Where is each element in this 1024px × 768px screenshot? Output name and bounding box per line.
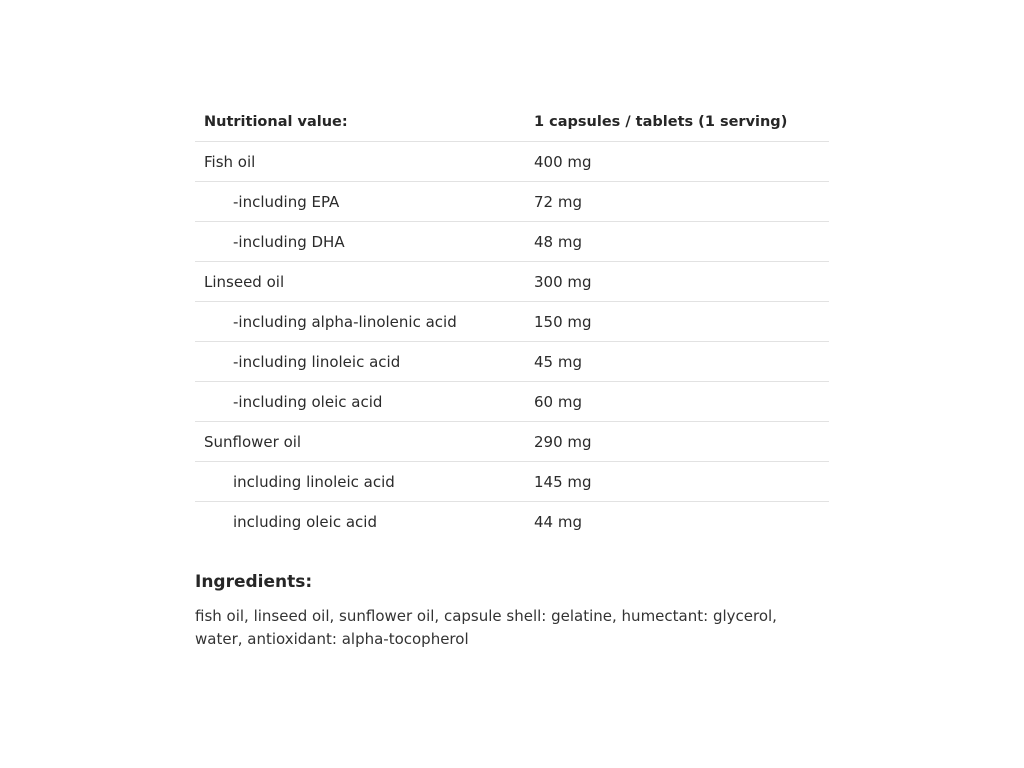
- table-row: [195, 382, 829, 422]
- nutrient-amount: 300 mg: [525, 262, 829, 302]
- nutrient-name: -including linoleic acid: [195, 342, 525, 382]
- header-nutritional-value: Nutritional value:: [195, 102, 525, 142]
- nutrient-name: -including EPA: [195, 182, 525, 222]
- page-content: [195, 102, 829, 651]
- nutrient-name: Fish oil: [195, 142, 525, 182]
- nutrient-name: including oleic acid: [233, 512, 377, 531]
- nutrient-name: including linoleic acid: [195, 462, 525, 502]
- nutrient-amount: 150 mg: [525, 302, 829, 342]
- table-row: [195, 342, 829, 382]
- nutrient-amount: 72 mg: [525, 182, 829, 222]
- nutrient-name: -including DHA: [195, 222, 525, 262]
- ingredients-section: [195, 571, 829, 651]
- table-row: [195, 462, 829, 502]
- table-row: [195, 182, 829, 222]
- nutrition-table: [195, 102, 829, 541]
- table-row: [195, 222, 829, 262]
- nutrient-amount: 48 mg: [525, 222, 829, 262]
- header-serving: 1 capsules / tablets (1 serving): [525, 102, 829, 142]
- ingredients-heading: Ingredients:: [195, 572, 313, 592]
- table-row: [195, 422, 829, 462]
- nutrient-amount: 400 mg: [525, 142, 829, 182]
- nutrient-amount: 60 mg: [525, 382, 829, 422]
- table-row: [195, 502, 829, 542]
- table-row: [195, 262, 829, 302]
- nutrient-amount: 44 mg: [534, 512, 582, 531]
- nutrient-amount: 290 mg: [525, 422, 829, 462]
- nutrient-amount: 145 mg: [525, 462, 829, 502]
- table-row: [195, 302, 829, 342]
- nutrient-name: -including oleic acid: [195, 382, 525, 422]
- nutrient-name: Sunflower oil: [195, 422, 525, 462]
- nutrient-amount: 45 mg: [525, 342, 829, 382]
- nutrient-name: -including alpha-linolenic acid: [195, 302, 525, 342]
- nutrient-name: Linseed oil: [195, 262, 525, 302]
- table-header-row: [195, 102, 829, 142]
- table-row: [195, 142, 829, 182]
- ingredients-text: fish oil, linseed oil, sunflower oil, capsule shell: gelatine, humectant: glycerol, water, antioxidant: alpha-tocopherol: [195, 607, 777, 648]
